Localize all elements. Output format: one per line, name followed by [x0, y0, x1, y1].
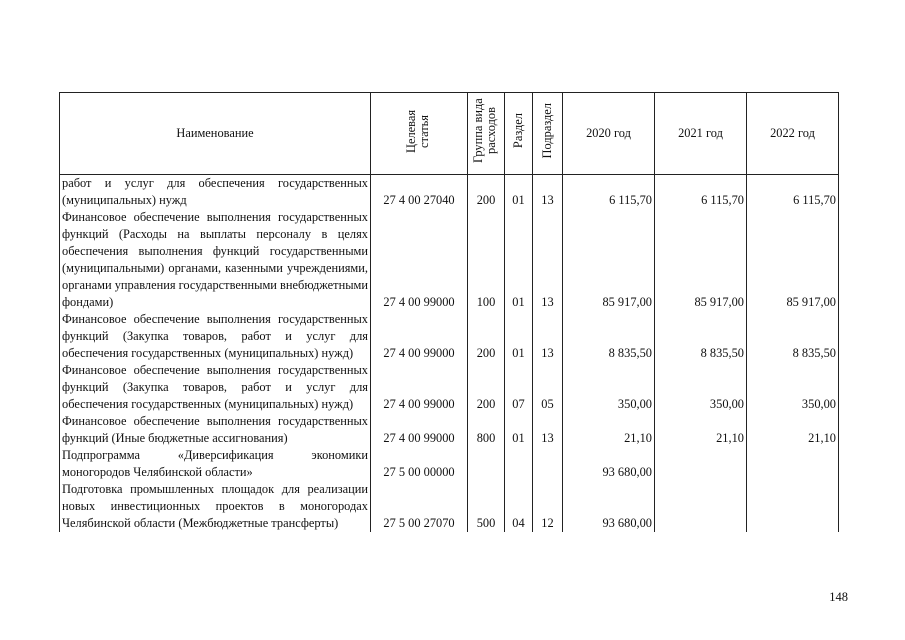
cell-name: работ и услуг для обеспечения государственных (муниципальных) нужд: [60, 175, 371, 210]
cell-2022: [747, 481, 839, 532]
budget-table: [59, 92, 839, 532]
cell-article: 27 4 00 99000: [371, 209, 468, 311]
cell-subsection: 05: [533, 362, 563, 413]
cell-2020: 8 835,50: [563, 311, 655, 362]
page-number: 148: [829, 590, 848, 604]
cell-2020: 93 680,00: [563, 481, 655, 532]
cell-group: 200: [468, 311, 505, 362]
cell-subsection: [533, 447, 563, 481]
cell-group: 100: [468, 209, 505, 311]
cell-name: Финансовое обеспечение выполнения государственных функций (Иные бюджетные ассигнования): [60, 413, 371, 447]
header-section: Раздел: [505, 93, 533, 175]
table-row: [60, 209, 839, 311]
table-body: [60, 175, 839, 533]
cell-2022: 350,00: [747, 362, 839, 413]
table-row: [60, 413, 839, 447]
cell-article: 27 4 00 99000: [371, 362, 468, 413]
cell-2022: [747, 447, 839, 481]
table-header: [60, 93, 839, 175]
header-year-2022: 2022 год: [747, 93, 839, 175]
table-row: [60, 481, 839, 532]
cell-article: 27 4 00 27040: [371, 175, 468, 210]
cell-subsection: 13: [533, 175, 563, 210]
cell-2021: 6 115,70: [655, 175, 747, 210]
cell-section: 04: [505, 481, 533, 532]
cell-group: 200: [468, 175, 505, 210]
cell-2022: 8 835,50: [747, 311, 839, 362]
cell-name: Финансовое обеспечение выполнения государственных функций (Закупка товаров, работ и услуг для обеспечения государственных (муниципальных) нужд): [60, 311, 371, 362]
table-row: [60, 447, 839, 481]
cell-2020: 6 115,70: [563, 175, 655, 210]
cell-subsection: 12: [533, 481, 563, 532]
cell-group: 800: [468, 413, 505, 447]
cell-2021: 350,00: [655, 362, 747, 413]
cell-name: Подпрограмма «Диверсификация экономики моногородов Челябинской области»: [60, 447, 371, 481]
table-row: [60, 362, 839, 413]
cell-article: 27 5 00 27070: [371, 481, 468, 532]
cell-2021: 85 917,00: [655, 209, 747, 311]
cell-section: 01: [505, 209, 533, 311]
cell-2020: 85 917,00: [563, 209, 655, 311]
cell-article: 27 4 00 99000: [371, 311, 468, 362]
cell-section: 01: [505, 311, 533, 362]
cell-2020: 350,00: [563, 362, 655, 413]
header-name: Наименование: [60, 93, 371, 175]
cell-group: 500: [468, 481, 505, 532]
cell-2021: 8 835,50: [655, 311, 747, 362]
cell-subsection: 13: [533, 209, 563, 311]
cell-subsection: 13: [533, 311, 563, 362]
cell-group: [468, 447, 505, 481]
cell-2021: 21,10: [655, 413, 747, 447]
table-row: [60, 311, 839, 362]
cell-section: [505, 447, 533, 481]
cell-name: Подготовка промышленных площадок для реализации новых инвестиционных проектов в моногородах Челябинской области (Межбюджетные трансферты): [60, 481, 371, 532]
cell-2021: [655, 447, 747, 481]
cell-section: 07: [505, 362, 533, 413]
header-year-2020: 2020 год: [563, 93, 655, 175]
table-row: [60, 175, 839, 210]
cell-2020: 21,10: [563, 413, 655, 447]
cell-2022: 21,10: [747, 413, 839, 447]
header-subsection: Подраздел: [533, 93, 563, 175]
cell-2021: [655, 481, 747, 532]
cell-group: 200: [468, 362, 505, 413]
cell-article: 27 4 00 99000: [371, 413, 468, 447]
cell-subsection: 13: [533, 413, 563, 447]
header-group: Группа вида расходов: [468, 93, 505, 175]
cell-2022: 85 917,00: [747, 209, 839, 311]
cell-article: 27 5 00 00000: [371, 447, 468, 481]
cell-section: 01: [505, 175, 533, 210]
header-article: Целевая статья: [371, 93, 468, 175]
cell-name: Финансовое обеспечение выполнения государственных функций (Расходы на выплаты персоналу в целях обеспечения выполнения функций государственными (муниципальными) органами, казенными учреждениями, органами управления государственными внебюджетными фондами): [60, 209, 371, 311]
cell-2020: 93 680,00: [563, 447, 655, 481]
cell-2022: 6 115,70: [747, 175, 839, 210]
header-year-2021: 2021 год: [655, 93, 747, 175]
cell-section: 01: [505, 413, 533, 447]
cell-name: Финансовое обеспечение выполнения государственных функций (Закупка товаров, работ и услуг для обеспечения государственных (муниципальных) нужд): [60, 362, 371, 413]
